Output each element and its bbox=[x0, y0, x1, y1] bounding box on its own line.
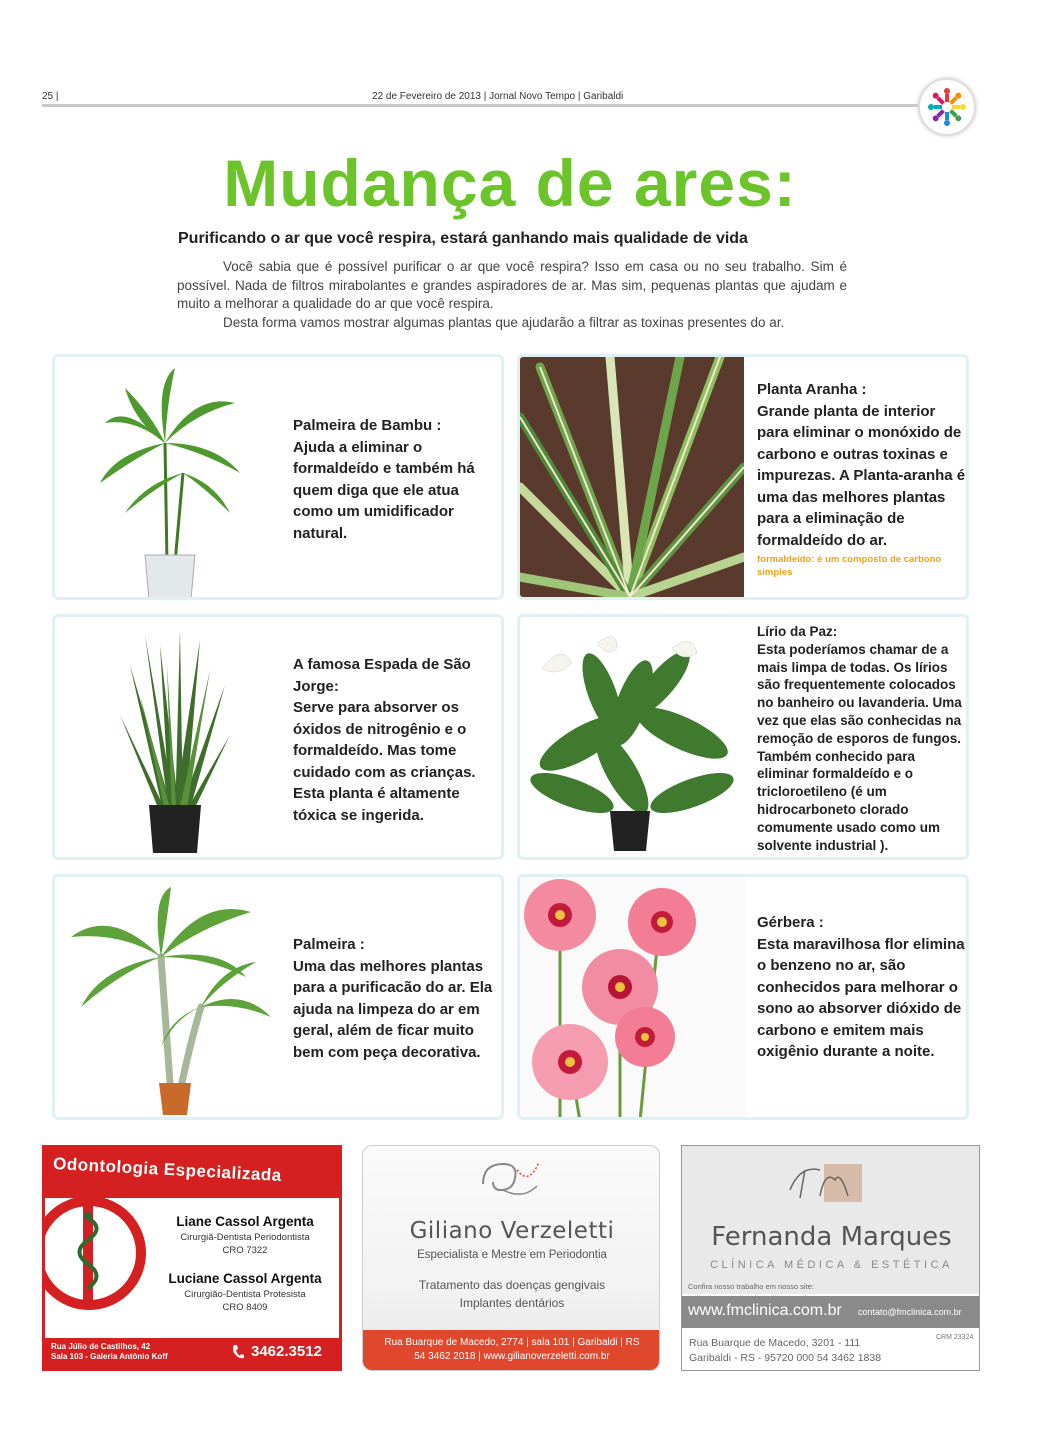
dentist-name: Liane Cassol Argenta bbox=[176, 1214, 314, 1229]
article-title: Mudança de ares: bbox=[223, 146, 797, 220]
snake-plant-image bbox=[115, 625, 235, 857]
newspaper-logo bbox=[918, 78, 976, 136]
plant-text: Esta poderíamos chamar de a mais limpa de todas. Os lírios são frequentemente colocados no banheiro ou lavanderia. Uma vez que elas são conhecidas na remoção de esporos de fungos. Também conhecido para eliminar formaldeído e o tricloroetileno (é um hidrocarboneto clorado comumente usado como um solvente industrial ). bbox=[757, 641, 962, 853]
caduceus-icon bbox=[45, 1198, 149, 1318]
article-subtitle: Purificando o ar que você respira, estará ganhando mais qualidade de vida bbox=[178, 230, 748, 247]
ad-url[interactable]: www.fmclinica.com.br bbox=[688, 1302, 842, 1319]
bamboo-palm-image bbox=[95, 363, 245, 599]
address-line: Garibaldi - RS - 95720 000 54 3462 1838 bbox=[689, 1352, 882, 1364]
ad-banner-text: Odontologia Especializada bbox=[52, 1154, 283, 1185]
plant-card bbox=[52, 874, 504, 1120]
treatment-line: Tratamento das doenças gengivais bbox=[418, 1278, 606, 1292]
ad-contact: 54 3462 2018 | www.gilianoverzeletti.com.br bbox=[414, 1351, 610, 1362]
gerbera-flowers-image bbox=[520, 877, 746, 1120]
plant-footnote: formaldeído: é um composto de carbono simples bbox=[757, 554, 942, 578]
plant-description bbox=[293, 654, 503, 826]
plant-text: Serve para absorver os óxidos de nitrogênio e o formaldeído. Mas tome cuidado com as crianças. Esta planta é altamente tóxica se ingerida. bbox=[293, 699, 476, 824]
address-line: Rua Buarque de Macedo, 3201 - 111 bbox=[689, 1337, 861, 1349]
fm-script-icon bbox=[780, 1160, 860, 1204]
dentist-cro: CRO 7322 bbox=[222, 1245, 268, 1256]
plant-text: Grande planta de interior para eliminar o monóxido de carbono e outras toxinas e impurezas. A Planta-aranha é uma das melhores plantas para a eliminação de formaldeído do ar. bbox=[757, 402, 966, 549]
plant-description bbox=[293, 934, 503, 1063]
dentist-cro: CRO 8409 bbox=[222, 1302, 268, 1313]
plant-title: Lírio da Paz: bbox=[757, 624, 838, 639]
intro-paragraph: Desta forma vamos mostrar algumas plantas que ajudarão a filtrar as toxinas presentes do ar. bbox=[223, 314, 785, 330]
fernanda-ad bbox=[681, 1145, 980, 1371]
ad-address: Rua Buarque de Macedo, 2774 | sala 101 | Garibaldi | RS bbox=[384, 1337, 640, 1348]
ad-footer bbox=[363, 1330, 660, 1370]
plant-title: Gérbera : bbox=[757, 914, 824, 931]
plant-description bbox=[757, 623, 969, 854]
ad-address bbox=[51, 1342, 168, 1362]
plant-card bbox=[52, 354, 504, 600]
ad-name: Fernanda Marques bbox=[711, 1222, 952, 1252]
article-intro bbox=[177, 258, 847, 332]
plant-text: Esta maravilhosa flor elimina o benzeno no ar, são conhecidos para melhorar o sono ao absorver dióxido de carbono e emitem mais oxigênio durante a noite. bbox=[757, 935, 965, 1060]
ad-clinic: CLÍNICA MÉDICA & ESTÉTICA bbox=[710, 1259, 953, 1271]
plant-description bbox=[757, 912, 967, 1063]
intro-paragraph: Você sabia que é possível purificar o ar que você respira? Isso em casa ou no seu trabalho. Sim é possível. Nada de filtros mirabolantes e grandes aspiradores de ar. Mas sim, pequenas plantas que ajudam e muito a melhorar a qualidade do ar que você respira. bbox=[177, 259, 847, 311]
ad-crm: CRM 23324 bbox=[936, 1334, 974, 1341]
people-circle-icon bbox=[920, 80, 974, 134]
phone-icon bbox=[231, 1344, 245, 1360]
ad-email[interactable]: contato@fmclinica.com.br bbox=[858, 1307, 962, 1317]
dentist-name: Luciane Cassol Argenta bbox=[168, 1271, 322, 1286]
ad-confira: Confira nosso trabalho em nosso site: bbox=[688, 1282, 814, 1291]
plant-card bbox=[517, 354, 969, 600]
plant-title: Palmeira de Bambu : bbox=[293, 417, 442, 434]
dentist-role: Cirurgião-Dentista Protesista bbox=[184, 1289, 306, 1300]
address-line: Rua Júlio de Castilhos, 42 bbox=[51, 1342, 151, 1351]
ad-url-bar bbox=[682, 1296, 980, 1328]
ad-footer bbox=[45, 1338, 342, 1368]
ad-phone: 3462.3512 bbox=[251, 1343, 322, 1360]
giliano-ad bbox=[362, 1145, 660, 1371]
spider-plant-image bbox=[520, 357, 744, 600]
dentist-role: Cirurgiã-Dentista Periodontista bbox=[180, 1232, 310, 1243]
plant-title: Planta Aranha : bbox=[757, 381, 867, 398]
plant-text: Ajuda a eliminar o formaldeído e também há quem diga que ele atua como um umidificador natural. bbox=[293, 438, 475, 542]
ad-specialty: Especialista e Mestre em Periodontia bbox=[417, 1249, 607, 1261]
ad-banner bbox=[45, 1148, 342, 1198]
issue-info: 22 de Fevereiro de 2013 | Jornal Novo Tempo | Garibaldi bbox=[372, 91, 624, 102]
odontologia-ad bbox=[42, 1145, 342, 1371]
peace-lily-image bbox=[522, 623, 740, 855]
plant-description bbox=[293, 415, 503, 544]
header-rule bbox=[42, 104, 922, 107]
ad-treatments bbox=[363, 1276, 660, 1312]
palm-tree-image bbox=[71, 887, 271, 1117]
plant-card bbox=[517, 874, 969, 1120]
page-number: 25 | bbox=[42, 91, 59, 102]
fm-monogram-icon bbox=[824, 1164, 862, 1202]
ad-address bbox=[689, 1336, 881, 1366]
treatment-line: Implantes dentários bbox=[459, 1296, 565, 1310]
plant-title: Palmeira : bbox=[293, 936, 365, 953]
address-line: Sala 103 - Galeria Antônio Koff bbox=[51, 1352, 168, 1361]
ad-name: Giliano Verzeletti bbox=[409, 1218, 615, 1244]
plant-title: A famosa Espada de São Jorge: bbox=[293, 656, 471, 695]
gv-monogram-icon bbox=[473, 1156, 553, 1212]
plant-description bbox=[757, 379, 967, 579]
plant-text: Uma das melhores plantas para a purificacão do ar. Ela ajuda na limpeza do ar em geral, além de ficar muito bem com peça decorativa. bbox=[293, 957, 493, 1061]
page-header bbox=[42, 88, 972, 108]
plant-card bbox=[52, 614, 504, 860]
plant-card bbox=[517, 614, 969, 860]
